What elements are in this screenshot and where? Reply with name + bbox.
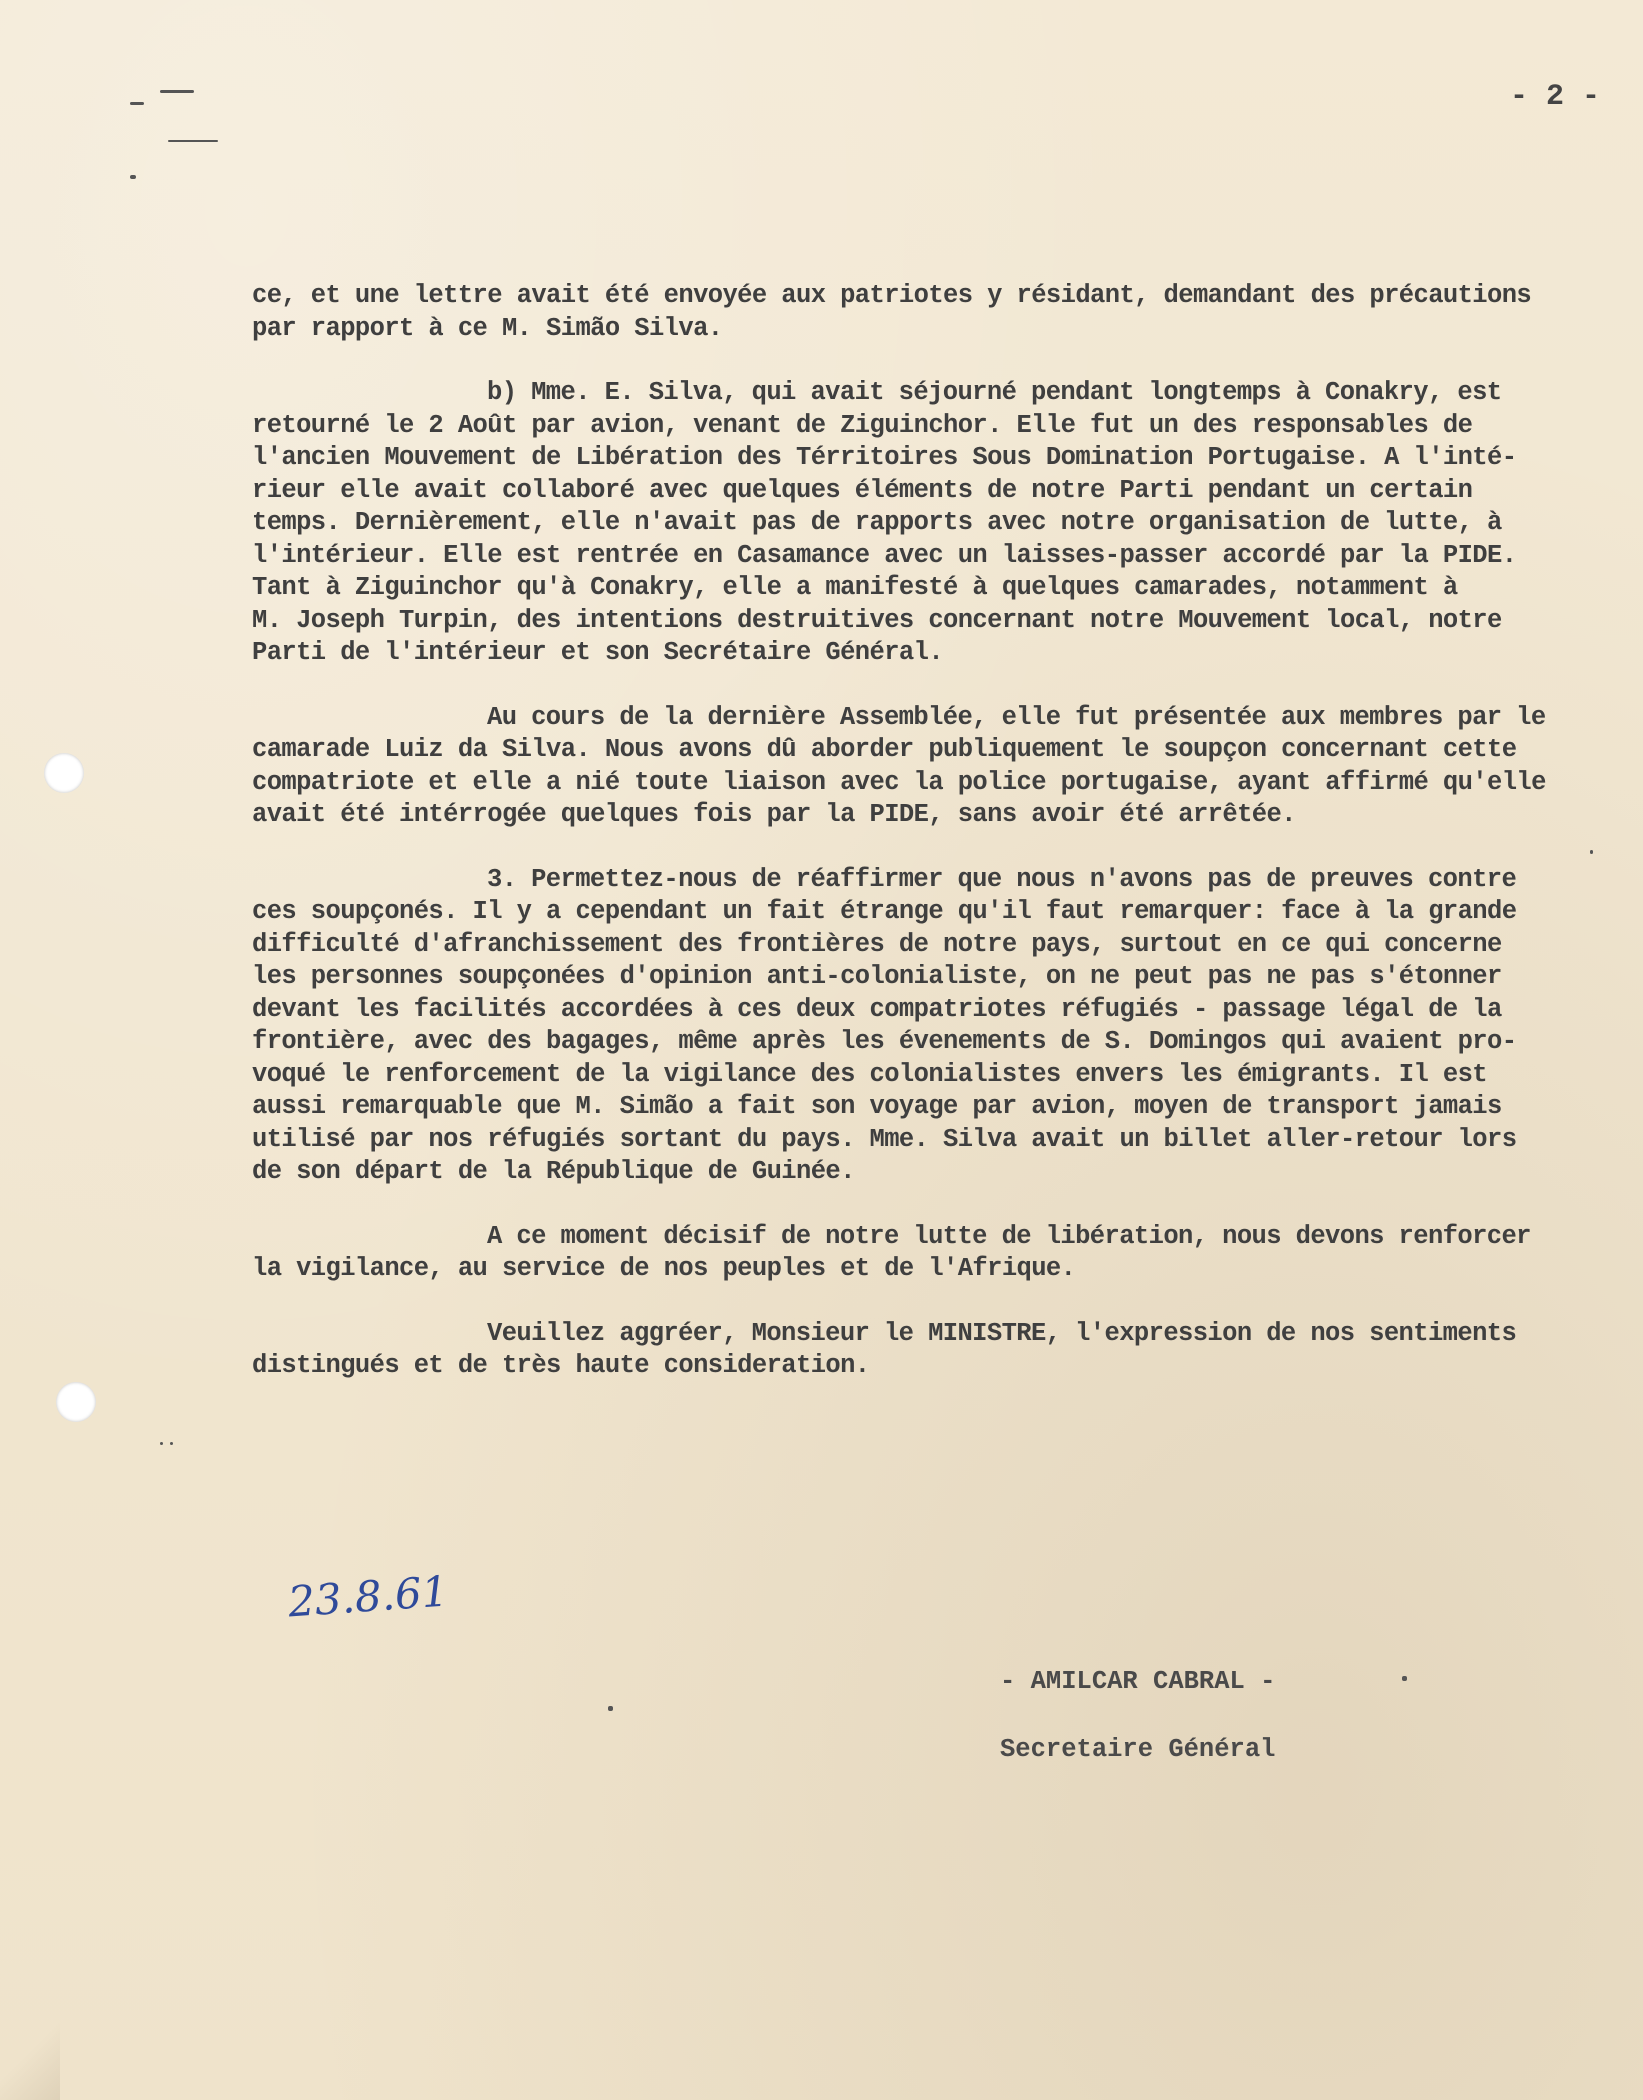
paragraph-b-mme-silva	[252, 377, 1632, 670]
text-line: devant les facilités accordées à ces deux compatriotes réfugiés - passage légal de la	[252, 994, 1502, 1024]
ink-speck	[1402, 1676, 1407, 1681]
text-line: Au cours de la dernière Assemblée, elle fut présentée aux membres par le	[487, 702, 1546, 732]
paragraph-3-evidence	[252, 864, 1632, 1189]
text-line: voqué le renforcement de la vigilance des colonialistes envers les émigrants. Il est	[252, 1059, 1488, 1089]
text-line: la vigilance, au service de nos peuples et de l'Afrique.	[252, 1254, 1076, 1283]
ink-speck	[168, 140, 218, 142]
signature-title: Secretaire Général	[1000, 1735, 1276, 1764]
paper-corner-shadow	[0, 1960, 60, 2100]
text-line: de son départ de la République de Guinée.	[252, 1157, 855, 1186]
ink-speck	[160, 1442, 163, 1445]
text-line: difficulté d'afranchissement des frontières de notre pays, surtout en ce qui concerne	[252, 929, 1502, 959]
text-line: ce, et une lettre avait été envoyée aux patriotes y résidant, demandant des précautions	[252, 281, 1532, 310]
punch-hole	[56, 1382, 96, 1422]
text-line: rieur elle avait collaboré avec quelques éléments de notre Parti pendant un certain	[252, 475, 1473, 505]
text-line: 3. Permettez-nous de réaffirmer que nous n'avons pas de preuves contre	[487, 864, 1517, 894]
ink-speck	[170, 1442, 173, 1445]
text-line: les personnes soupçonées d'opinion anti-colonialiste, on ne peut pas ne pas s'étonner	[252, 962, 1502, 991]
letter-body	[252, 280, 1632, 1383]
paragraph-vigilance	[252, 1221, 1632, 1286]
ink-speck	[1590, 850, 1593, 854]
ink-speck	[130, 102, 144, 105]
paragraph-closing	[252, 1318, 1632, 1383]
text-line: l'intérieur. Elle est rentrée en Casamance avec un laisses-passer accordé par la PIDE.	[252, 540, 1517, 570]
text-line: Parti de l'intérieur et son Secrétaire Général.	[252, 638, 944, 667]
text-line: aussi remarquable que M. Simão a fait son voyage par avion, moyen de transport jamais	[252, 1092, 1502, 1121]
punch-hole	[44, 753, 84, 793]
signature-block	[1000, 1665, 1275, 1767]
page-number: - 2 -	[1510, 80, 1601, 114]
text-line: utilisé par nos réfugiés sortant du pays. Mme. Silva avait un billet aller-retour lors	[252, 1124, 1517, 1154]
text-line: distingués et de très haute consideration.	[252, 1351, 870, 1380]
text-line: ces soupçonés. Il y a cependant un fait étrange qu'il faut remarquer: face à la grande	[252, 897, 1517, 926]
ink-speck	[160, 90, 194, 93]
text-line: par rapport à ce M. Simão Silva.	[252, 313, 723, 343]
text-line: Veuillez aggréer, Monsieur le MINISTRE, l'expression de nos sentiments	[487, 1318, 1517, 1348]
text-line: compatriote et elle a nié toute liaison avec la police portugaise, ayant affirmé qu'elle	[252, 767, 1546, 797]
text-line: A ce moment décisif de notre lutte de libération, nous devons renforcer	[487, 1221, 1531, 1251]
text-line: M. Joseph Turpin, des intentions destruitives concernant notre Mouvement local, notre	[252, 605, 1502, 635]
paragraph-assembly	[252, 702, 1632, 832]
text-line: frontière, avec des bagages, même après les évenements de S. Domingos qui avaient pro-	[252, 1027, 1517, 1056]
text-line: temps. Dernièrement, elle n'avait pas de rapports avec notre organisation de lutte, à	[252, 508, 1502, 537]
text-line: b) Mme. E. Silva, qui avait séjourné pendant longtemps à Conakry, est	[487, 378, 1502, 407]
text-line: Tant à Ziguinchor qu'à Conakry, elle a manifesté à quelques camarades, notamment à	[252, 573, 1458, 602]
text-line: camarade Luiz da Silva. Nous avons dû aborder publiquement le soupçon concernant cette	[252, 735, 1517, 764]
text-line: l'ancien Mouvement de Libération des Térritoires Sous Domination Portugaise. A l'inté-	[252, 443, 1517, 472]
text-line: retourné le 2 Août par avion, venant de Ziguinchor. Elle fut un des responsables de	[252, 410, 1473, 440]
ink-speck	[608, 1706, 613, 1711]
text-line: avait été intérrogée quelques fois par la PIDE, sans avoir été arrêtée.	[252, 800, 1296, 829]
ink-speck	[130, 175, 136, 179]
paragraph-continuation	[252, 280, 1632, 345]
handwritten-date: 23.8.61	[286, 1566, 450, 1627]
signature-name: - AMILCAR CABRAL -	[1000, 1667, 1276, 1696]
